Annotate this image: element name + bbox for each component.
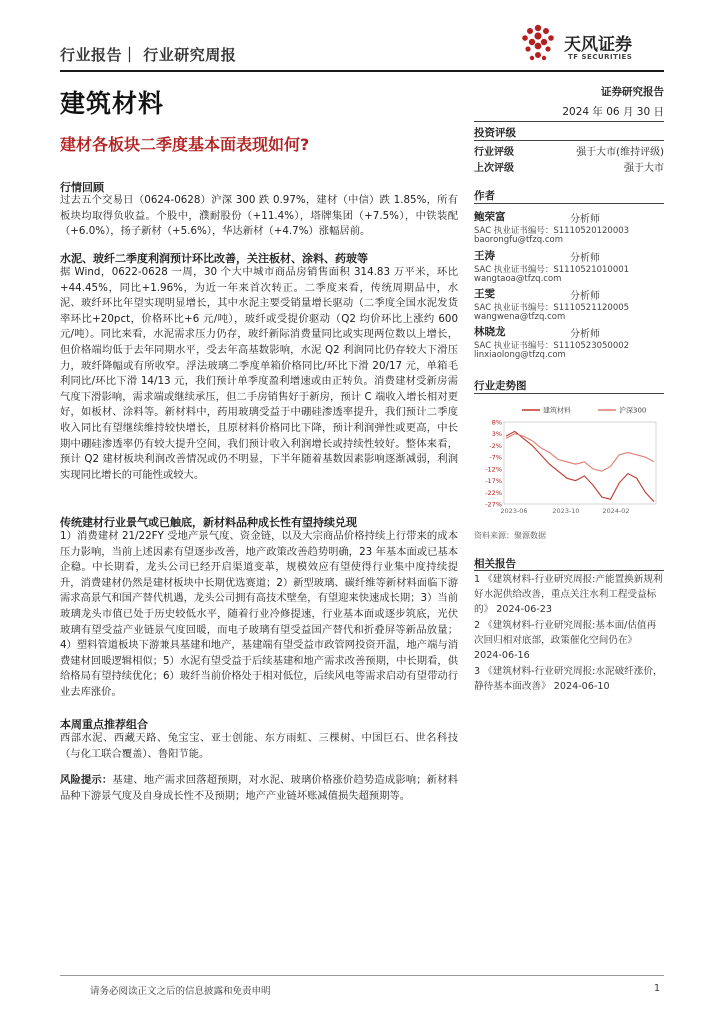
series-line-index — [506, 434, 654, 472]
related-title: 相关报告 — [474, 558, 516, 570]
report-label: 证券研究报告 — [601, 86, 664, 98]
trend-chart — [474, 400, 664, 515]
x-tick-label: 2023-10 — [552, 507, 580, 515]
author-email[interactable]: linxiaolong@tfzq.com — [474, 350, 566, 360]
author-license: SAC 执业证书编号：S1110523050002 — [474, 341, 630, 351]
report-type: 行业报告｜ 行业研究周报 — [60, 46, 237, 64]
rating-key: 行业评级 — [474, 147, 514, 158]
author-license: SAC 执业证书编号：S1110520120003 — [474, 226, 630, 236]
related-item[interactable]: 2 《建筑材料-行业研究周报:基本面/估值再次回归相对底部，政策催化空间仍在》 2024-06-16 — [474, 620, 657, 661]
related-item[interactable]: 3 《建筑材料-行业研究周报:水泥破纤涨价，静待基本面改善》 2024-06-10 — [474, 666, 663, 692]
related-rule — [474, 570, 664, 571]
rating-rule — [474, 140, 664, 141]
y-tick-label: -12% — [485, 465, 502, 474]
x-tick-label: 2024-02 — [602, 507, 630, 515]
author-license: SAC 执业证书编号：S1110521120005 — [474, 303, 630, 313]
brand-emblem-icon — [516, 22, 560, 66]
brand-subtitle: TF SECURITIES — [568, 53, 633, 61]
y-tick-label: -7% — [489, 453, 502, 462]
y-tick-label: 8% — [491, 418, 502, 427]
report-date: 2024 年 06 月 30 日 — [562, 106, 664, 118]
section-title-picks: 本周重点推荐组合 — [60, 718, 148, 731]
author-name: 王雯 — [474, 288, 495, 300]
section-title-market: 行情回顾 — [60, 181, 104, 194]
author-email[interactable]: wangtaoa@tfzq.com — [474, 274, 562, 284]
trend-rule — [474, 393, 664, 394]
rating-value: 强于大市 — [624, 163, 664, 174]
author-email[interactable]: baorongfu@tfzq.com — [474, 235, 564, 245]
trend-chart-svg — [474, 400, 664, 515]
y-tick-label: 3% — [491, 430, 502, 439]
y-tick-label: -22% — [485, 488, 502, 497]
legend-label: 沪深300 — [619, 406, 647, 415]
sector-title: 建筑材料 — [60, 89, 165, 118]
author-role: 分析师 — [570, 253, 600, 264]
authors-title: 作者 — [474, 190, 495, 202]
rating-key: 上次评级 — [474, 163, 514, 174]
risk-text: 基建、地产需求回落超预期，对水泥、玻璃价格涨价趋势造成影响；新材料品种下游景气度及自身成长性不及预期；地产产业链坏账减值损失超预期等。 — [60, 774, 459, 802]
section-text-outlook: 1）消费建材 21/22FY 受地产景气度、资金链，以及大宗商品价格持续上行带来的成本压力影响，当前上述因素有望逐步改善，地产政策改善趋势明确，23 年基本面或已基本企稳。中长期看，龙头公司已经开启渠道变革，规模效应有望使得行业集中度持续提升，消费建材仍然是建材板块中长期优选赛道；2）新型玻璃、碳纤维等新材料面临下游需求高景气和国产替代机遇，龙头公司拥有高技术壁垒，有望迎来快速成长期；3）当前玻璃龙头市值已处于历史较低水平，随着行业冷修提速，行业基本面或逐步筑底，光伏玻璃有望受益产业链景气度回暖，而电子玻璃有望受益国产替代和折叠屏等新品放量；4）塑料管道板块下游兼具基建和地产，基建端有望受益市政管网投资开温，地产端与消费建材回暖逻辑相似；5）水泥有望受益于后续基建和地产需求改善预期，中长期看，供给格局有望持续优化；6）玻纤当前价格处于相对低位，后续风电等需求启动有望带动行业去库涨价。 — [60, 530, 458, 698]
legend-label: 建筑材料 — [543, 406, 571, 415]
footer-rule — [60, 975, 664, 976]
author-name: 鲍荣富 — [474, 211, 506, 223]
author-name: 王涛 — [474, 250, 495, 262]
risk-label: 风险提示： — [60, 774, 113, 786]
author-role: 分析师 — [570, 291, 600, 302]
section-text-q2: 据 Wind，0622-0628 一周，30 个大中城市商品房销售面积 314.83 万平米，环比+44.45%，同比+1.96%，为近一年来首次转正。二季度来看，传统周期品中，水泥、玻纤环比年望实现明显增长，其中水泥主要受销量增长驱动（二季度全国水泥发货率环比+20pct，价格环比+6 元/吨），玻纤或受提价驱动（Q2 均价环比上涨约 600 元/吨）。同比来看，水泥需求压力仍存，玻纤新际消费量同比或实现两位数以上增长，但价格端均低于去年同期水平，受去年高基数影响，水泥 Q2 利润同比仍存较大下滑压力，玻纤降幅或有所收窄。浮法玻璃二季度单箱价格同比/环比下滑 20/17 元，单箱毛利同比/环比下滑 14/13 元，我们预计单季度盈利增速或由正转负。消费建材受新房需气度下滑影响，需求端或继续承压，但二手房销售好于新房，预计 C 端收入增长相对更好，如板材、涂料等。新材料中，药用玻璃受益于中硼硅渗透率提升，我们预计二季度收入同比有望继续维持较快增长，且原材料价格同比下降，预计利润弹性或更高，中长期中硼硅渗透率仍有较大提升空间，我们预计收入利润增长或持续性较好。整体来看，预计 Q2 建材板块利润改善情况或仍不明显，下半年随着基数因素影响逐渐减弱，利润实现同比增长的可能性或较大。 — [60, 266, 458, 481]
author-email[interactable]: wangwena@tfzq.com — [474, 312, 566, 322]
x-tick-label: 2023-06 — [500, 507, 528, 515]
date-rule — [474, 121, 664, 122]
risk-warning — [60, 773, 458, 804]
author-name: 林晓龙 — [474, 326, 506, 338]
series-line-sector — [506, 431, 654, 501]
author-role: 分析师 — [570, 329, 600, 340]
section-title-q2: 水泥、玻纤二季度利润预计环比改善，关注板材、涂料、药玻等 — [60, 252, 368, 265]
related-item[interactable]: 1 《建筑材料-行业研究周报:产能置换新规利好水泥供给改善，重点关注水利工程受益标的》 2024-06-23 — [474, 574, 663, 615]
trend-title: 行业走势图 — [474, 380, 527, 392]
author-role: 分析师 — [570, 214, 600, 225]
y-tick-label: -17% — [485, 477, 502, 486]
section-text-market: 过去五个交易日（0624-0628）沪深 300 跌 0.97%，建材（中信）跌 1.85%，所有板块均取得负收益。个股中，濮耐股份（+11.4%），塔牌集团（+7.5%），中铁装配（+6.0%），扬子新材（+5.6%），华达新材（+4.7%）涨幅居前。 — [60, 194, 458, 238]
y-tick-label: -2% — [489, 441, 502, 450]
brand-logo — [516, 22, 666, 66]
rating-value: 强于大市(维持评级) — [576, 147, 664, 158]
footer-disclaimer[interactable]: 请务必阅读正文之后的信息披露和免责申明 — [90, 986, 271, 997]
rating-title: 投资评级 — [474, 127, 516, 139]
header-rule — [60, 70, 664, 72]
y-tick-label: -27% — [485, 500, 502, 509]
brand-name: 天风证券 — [564, 35, 632, 55]
trend-source: 资料来源：聚源数据 — [474, 531, 546, 540]
author-license: SAC 执业证书编号：S1110521010001 — [474, 265, 630, 275]
report-headline: 建材各板块二季度基本面表现如何? — [60, 135, 310, 154]
authors-rule — [474, 203, 664, 204]
section-text-picks: 西部水泥、西藏天路、兔宝宝、亚士创能、东方雨虹、三棵树、中国巨石、世名科技（与化工联合覆盖）、鲁阳节能。 — [60, 732, 458, 760]
section-title-outlook: 传统建材行业景气或已触底，新材料品种成长性有望持续兑现 — [60, 516, 357, 529]
page-number: 1 — [654, 983, 661, 994]
